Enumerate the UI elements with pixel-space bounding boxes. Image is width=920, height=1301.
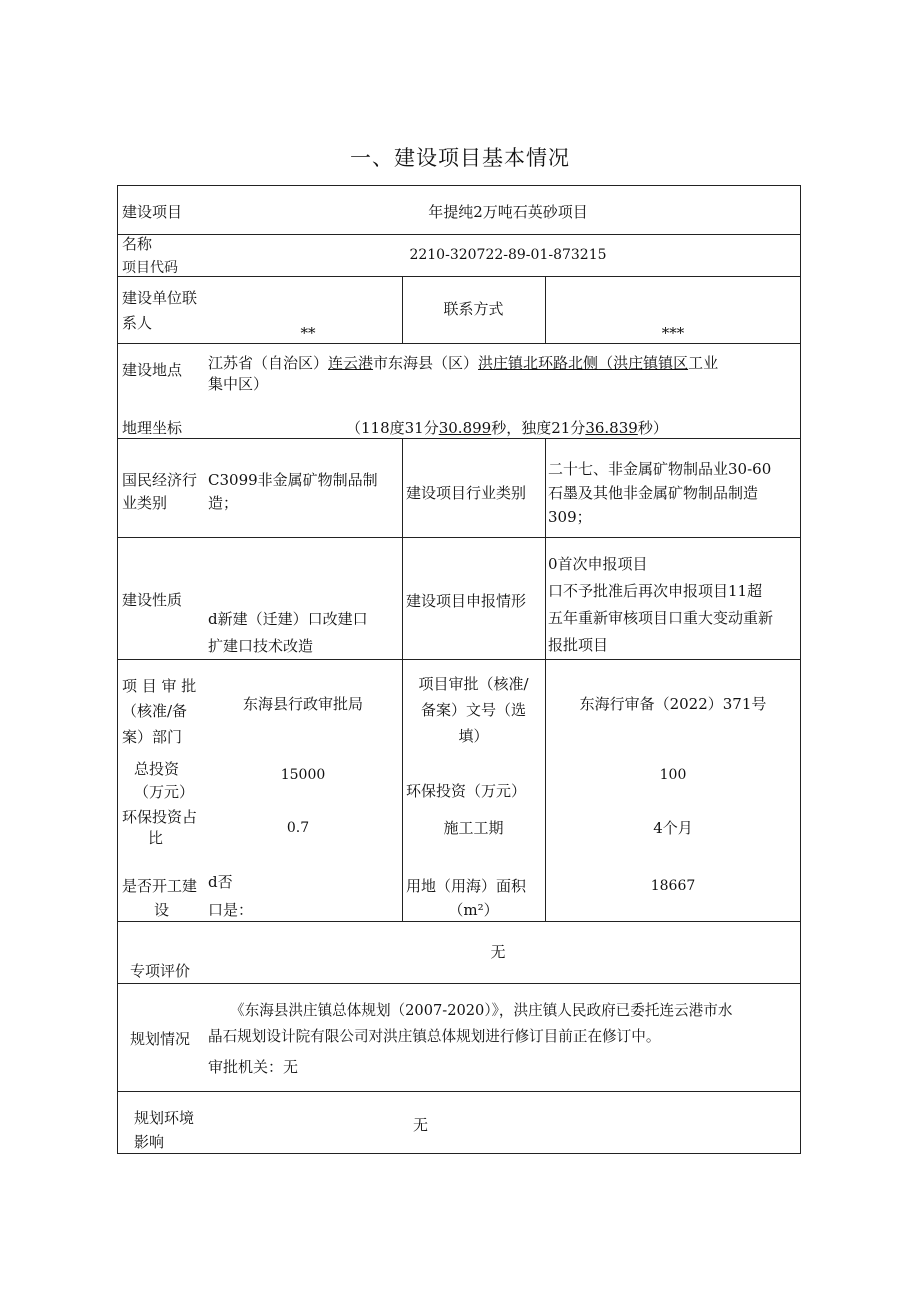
planning-env-value: 无 bbox=[413, 1116, 429, 1134]
row-divider bbox=[118, 537, 800, 538]
location-line-1: 江苏省（自治区）连云港市东海县（区）洪庄镇北环路北侧（洪庄镇镇区工业 bbox=[208, 354, 719, 372]
declare-line-2: 口不予批准后再次申报项目11超 bbox=[548, 582, 763, 600]
row-divider bbox=[118, 983, 800, 984]
land-area-value: 18667 bbox=[650, 878, 696, 894]
contact-label-2: 系人 bbox=[122, 314, 153, 332]
land-area-label-1: 用地（用海）面积 bbox=[406, 877, 527, 895]
project-info-table bbox=[117, 185, 801, 1154]
project-code-label: 项目代码 bbox=[122, 260, 178, 276]
declare-line-3: 五年重新审核项目口重大变动重新 bbox=[548, 609, 774, 627]
env-ratio-label-1: 环保投资占 bbox=[122, 808, 198, 826]
planning-env-label-2: 影响 bbox=[134, 1133, 165, 1151]
project-name-label: 建设项目 bbox=[122, 203, 183, 221]
env-investment-value: 100 bbox=[659, 767, 687, 783]
project-name-value: 年提纯2万吨石英砂项目 bbox=[428, 203, 588, 221]
location-label: 建设地点 bbox=[122, 361, 183, 379]
contact-method-label: 联系方式 bbox=[443, 300, 504, 318]
approval-doc-label-1: 项目审批（核准/ bbox=[418, 675, 529, 693]
planning-line-2: 晶石规划设计院有限公司对洪庄镇总体规划进行修订目前正在修订中。 bbox=[208, 1028, 661, 1045]
industry-label-2: 业类别 bbox=[122, 494, 168, 512]
land-area-label-2: （m²） bbox=[448, 901, 499, 919]
page-title: 一、建设项目基本情况 bbox=[350, 146, 570, 170]
approval-label-1: 项 目 审 批 bbox=[122, 677, 197, 695]
planning-line-3: 审批机关：无 bbox=[208, 1058, 299, 1076]
location-line-2: 集中区） bbox=[208, 375, 269, 393]
planning-line-1: 《东海县洪庄镇总体规划（2007-2020）》，洪庄镇人民政府已委托连云港市水 bbox=[230, 1002, 733, 1019]
approval-label-3: 案）部门 bbox=[122, 728, 183, 746]
nature-label: 建设性质 bbox=[122, 591, 183, 609]
special-eval-value: 无 bbox=[490, 943, 506, 961]
contact-label-1: 建设单位联 bbox=[122, 289, 198, 307]
industry-label-1: 国民经济行 bbox=[122, 471, 198, 489]
row-divider bbox=[118, 1091, 800, 1092]
declare-line-4: 报批项目 bbox=[548, 636, 609, 654]
row-divider bbox=[118, 276, 800, 277]
approval-doc-label-2: 备案）文号（选 bbox=[420, 701, 526, 719]
project-name-label-2: 名称 bbox=[122, 235, 153, 253]
started-label-1: 是否开工建 bbox=[122, 877, 198, 895]
env-ratio-label-2: 比 bbox=[148, 829, 164, 847]
approval-doc-no: 东海行审备（2022）371号 bbox=[579, 695, 767, 713]
approval-dept: 东海县行政审批局 bbox=[242, 695, 363, 713]
col-divider bbox=[545, 438, 546, 921]
investment-label-2: （万元） bbox=[134, 783, 195, 801]
investment-label-1: 总投资 bbox=[134, 760, 180, 778]
industry-category-label: 建设项目行业类别 bbox=[406, 484, 527, 502]
row-divider bbox=[118, 234, 800, 235]
investment-value: 15000 bbox=[280, 767, 326, 783]
contact-method-value: *** bbox=[661, 324, 685, 342]
env-ratio-value: 0.7 bbox=[286, 820, 310, 836]
nature-value-2: 扩建口技术改造 bbox=[208, 637, 314, 655]
declare-line-1: 0首次申报项目 bbox=[548, 555, 648, 573]
industry-category-2: 石墨及其他非金属矿物制品制造 bbox=[548, 484, 759, 502]
coords-value: （118度31分30.899秒，独度21分36.839秒） bbox=[346, 419, 668, 437]
industry-category-1: 二十七、非金属矿物制品业30-60 bbox=[548, 460, 772, 478]
row-divider bbox=[118, 921, 800, 922]
coords-label: 地理坐标 bbox=[122, 419, 183, 437]
industry-value-2: 造； bbox=[208, 494, 239, 512]
approval-doc-label-3: 填） bbox=[458, 727, 489, 745]
approval-label-2: （核准/备 bbox=[122, 702, 188, 720]
env-investment-label: 环保投资（万元） bbox=[406, 782, 527, 800]
special-eval-label: 专项评价 bbox=[130, 962, 191, 980]
planning-env-label-1: 规划环境 bbox=[134, 1109, 195, 1127]
nature-value-1: d新建（迁建）口改建口 bbox=[208, 610, 368, 628]
row-divider bbox=[118, 438, 800, 439]
planning-label: 规划情况 bbox=[130, 1030, 191, 1048]
industry-category-3: 309； bbox=[548, 508, 592, 526]
period-value: 4个月 bbox=[653, 819, 693, 837]
col-divider bbox=[545, 276, 546, 343]
row-divider bbox=[118, 343, 800, 344]
period-label: 施工工期 bbox=[443, 819, 504, 837]
industry-value-1: C3099非金属矿物制品制 bbox=[208, 471, 378, 489]
started-label-2: 设 bbox=[154, 901, 170, 919]
started-option-no: d否 bbox=[208, 873, 233, 891]
declare-label: 建设项目申报情形 bbox=[406, 592, 527, 610]
project-code-value: 2210-320722-89-01-873215 bbox=[409, 247, 607, 263]
row-divider bbox=[118, 659, 800, 660]
started-option-yes: 口是： bbox=[208, 901, 254, 919]
contact-value: ** bbox=[300, 324, 316, 342]
